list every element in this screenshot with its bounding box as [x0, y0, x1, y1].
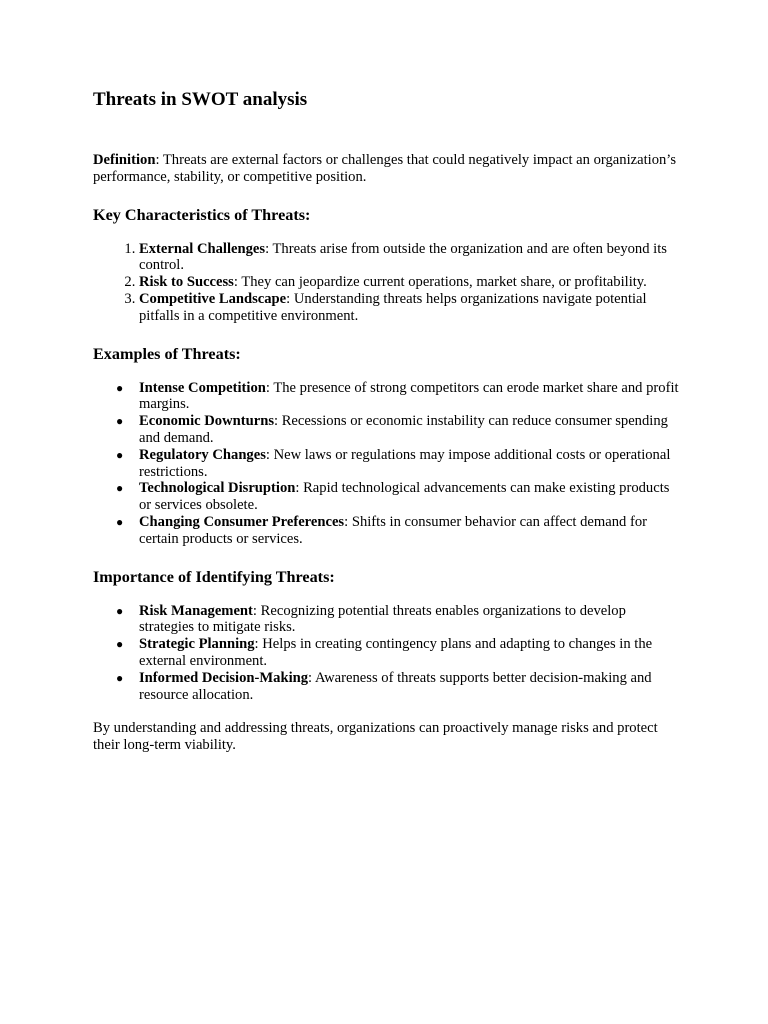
item-term: Competitive Landscape [139, 290, 287, 307]
bullet-icon: ● [116, 514, 124, 529]
definition-paragraph [93, 152, 683, 186]
item-term: Economic Downturns [139, 413, 274, 430]
item-term: Regulatory Changes [139, 446, 266, 463]
list-item [116, 636, 683, 670]
key-characteristics-heading: Key Characteristics of Threats: [93, 205, 311, 224]
list-item [116, 669, 683, 704]
item-text: : Recognizing potential threats enables organizations to develop strategies to mitigate risks. [139, 602, 626, 636]
bullet-icon: ● [116, 603, 124, 618]
list-item [139, 291, 683, 325]
item-text: : They can jeopardize current operations, market share, or profitability. [233, 274, 647, 291]
item-term: External Challenges [139, 240, 266, 257]
definition-term: Definition [93, 152, 156, 168]
bullet-icon: ● [116, 670, 124, 685]
examples-heading: Examples of Threats: [93, 344, 241, 363]
importance-heading: Importance of Identifying Threats: [93, 567, 335, 586]
page-title: Threats in SWOT analysis [93, 89, 308, 110]
list-item [116, 513, 683, 548]
item-text: : Awareness of threats supports better decision-making and resource allocation. [139, 669, 652, 703]
examples-list [93, 380, 683, 548]
list-item [139, 241, 683, 275]
item-text: : Helps in creating contingency plans and adapting to changes in the external environment. [139, 636, 653, 669]
list-item [116, 413, 683, 447]
bullet-icon: ● [116, 414, 124, 429]
bullet-icon: ● [116, 447, 124, 462]
list-item [116, 379, 683, 414]
importance-list [93, 603, 683, 704]
list-item [139, 274, 683, 291]
item-text: : Understanding threats helps organizations navigate potential pitfalls in a competitive environment. [139, 290, 647, 324]
item-term: Changing Consumer Preferences [139, 513, 345, 530]
item-term: Risk Management [139, 602, 253, 619]
list-item [116, 446, 683, 481]
bullet-icon: ● [116, 380, 124, 395]
item-text: : New laws or regulations may impose additional costs or operational restrictions. [139, 446, 671, 480]
closing-paragraph: By understanding and addressing threats, organizations can proactively manage risks and protect their long-term viability. [93, 720, 658, 754]
document-page [93, 88, 683, 754]
key-characteristics-list [93, 241, 683, 325]
list-item [116, 480, 683, 514]
item-text: : Rapid technological advancements can make existing products or services obsolete. [139, 480, 670, 514]
item-term: Risk to Success [139, 274, 234, 291]
item-text: : Recessions or economic instability can reduce consumer spending and demand. [139, 413, 668, 446]
item-term: Technological Disruption [139, 480, 296, 497]
definition-text: : Threats are external factors or challenges that could negatively impact an organization’s performance, stability, or competitive position. [93, 152, 677, 185]
list-item [116, 602, 683, 637]
item-term: Informed Decision-Making [139, 669, 309, 686]
item-text: : The presence of strong competitors can erode market share and profit margins. [139, 379, 679, 413]
item-text: : Shifts in consumer behavior can affect demand for certain products or services. [139, 513, 647, 547]
item-term: Strategic Planning [139, 636, 255, 653]
bullet-icon: ● [116, 637, 124, 652]
bullet-icon: ● [116, 481, 124, 496]
item-term: Intense Competition [139, 379, 266, 396]
item-text: : Threats arise from outside the organization and are often beyond its control. [139, 240, 667, 274]
